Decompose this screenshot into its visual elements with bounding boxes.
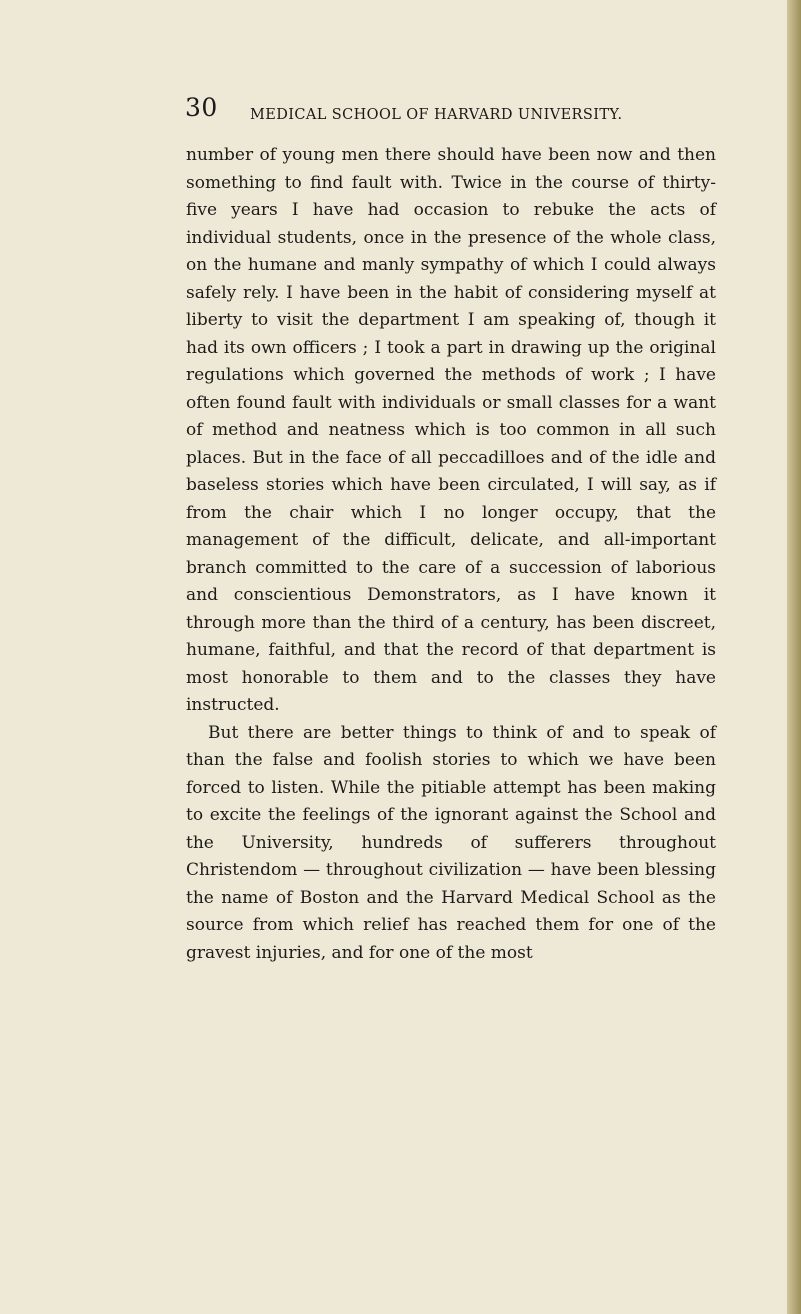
- page-number: 30: [185, 93, 218, 122]
- paragraph: But there are better things to think of and to speak of than the false and foolish stories to which we have been forced to listen. While the pitiable attempt has been making to excite the feelings of the ignorant against the School and the University, hundreds of sufferers throughout Christendom — throughout civilization — have been blessing the name of Boston and the Harvard Medical School as the source from which relief has reached them for one of the gravest injuries, and for one of the most: [186, 722, 716, 963]
- paragraph-continued: number of young men there should have been now and then something to find fault with. Twice in the course of thirty-five years I have had occasion to rebuke the acts of individual students, once in the presence of the whole class, on the humane and manly sympathy of which I could always safely rely. I have been in the habit of considering myself at liberty to visit the department I am speaking of, though it had its own officers ; I took a part in drawing up the original regulations which governed the methods of work ; I have often found fault with individuals or small classes for a want of method and neatness which is too common in all such places. But in the face of all peccadilloes and of the idle and baseless stories which have been circulated, I will say, as if from the chair which I no longer occupy, that the management of the difficult, delicate, and all-important branch committed to the care of a succession of laborious and conscientious Demonstrators, as I have known it through more than the third of a century, has been discreet, humane, faithful, and that the record of that department is most honorable to them and to the classes they have instructed.: [186, 145, 716, 715]
- body-text: [186, 142, 716, 967]
- running-header-title: MEDICAL SCHOOL OF HARVARD UNIVERSITY.: [250, 107, 623, 123]
- page-binding-edge: [787, 0, 801, 1314]
